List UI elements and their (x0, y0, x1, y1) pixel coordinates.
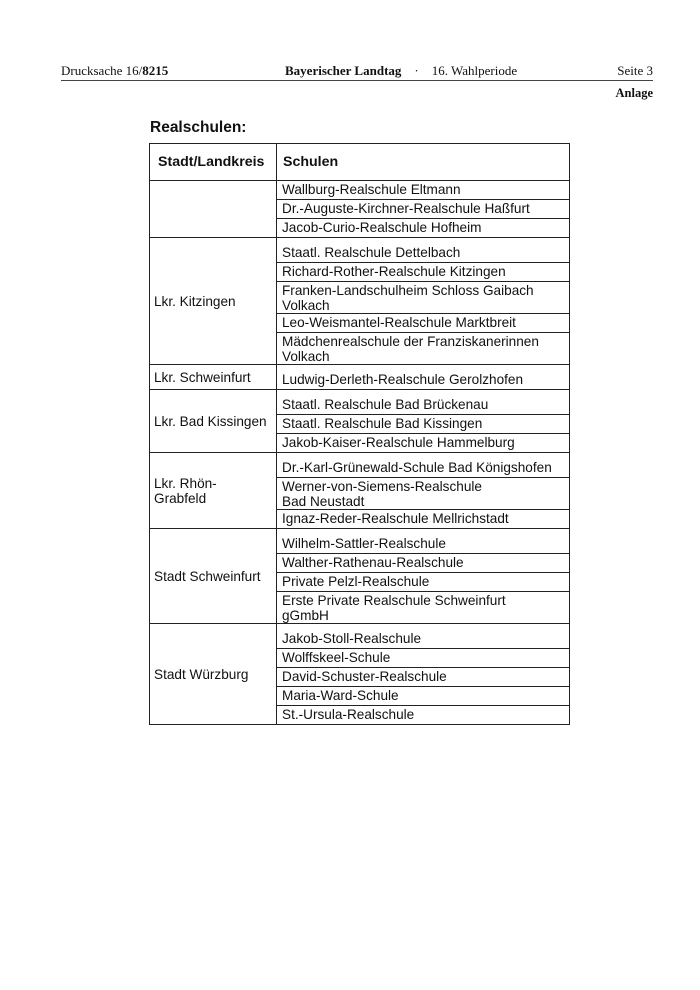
school-entry (277, 396, 569, 415)
school-entry (277, 535, 569, 554)
school-entry (277, 244, 569, 263)
school-name-continuation: Volkach (282, 298, 330, 313)
school-name: Jacob-Curio-Realschule Hofheim (282, 220, 482, 235)
district-cell (150, 529, 277, 623)
school-entry (277, 630, 569, 649)
school-name-continuation: Bad Neustadt (282, 494, 365, 509)
school-name-continuation: Volkach (282, 349, 330, 364)
school-entry (277, 706, 569, 724)
school-name: Ignaz-Reder-Realschule Mellrichstadt (282, 511, 509, 526)
district-name-line: Lkr. Bad Kissingen (154, 413, 267, 429)
school-name: Private Pelzl-Realschule (282, 574, 430, 589)
school-name: Dr.-Auguste-Kirchner-Realschule Haßfurt (282, 201, 530, 216)
school-entry (277, 219, 569, 237)
district-name (154, 370, 251, 385)
school-entry (277, 434, 569, 452)
district-name-line: Grabfeld (154, 490, 207, 506)
drucksache-reference (61, 63, 168, 79)
district-name (154, 569, 261, 584)
section-title: Realschulen: (150, 119, 247, 136)
school-name: Staatl. Realschule Bad Brückenau (282, 397, 489, 412)
school-entry (277, 371, 569, 389)
school-entry (277, 592, 569, 623)
school-name: Jakob-Kaiser-Realschule Hammelburg (282, 435, 515, 450)
district-cell (150, 181, 277, 237)
school-entry (277, 415, 569, 434)
school-name: Staatl. Realschule Bad Kissingen (282, 416, 483, 431)
district-group-row (150, 389, 569, 452)
page-number: Seite 3 (617, 63, 653, 78)
school-name: Ludwig-Derleth-Realschule Gerolzhofen (282, 372, 524, 387)
school-entry (277, 181, 569, 200)
school-name: Walther-Rathenau-Realschule (282, 555, 464, 570)
district-name-line: Lkr. Kitzingen (154, 293, 236, 309)
school-entry (277, 314, 569, 333)
school-entry (277, 459, 569, 478)
school-name: Richard-Rother-Realschule Kitzingen (282, 264, 506, 279)
schools-table (149, 143, 570, 725)
school-entry (277, 282, 569, 314)
table-header-row (150, 144, 569, 180)
school-entry (277, 510, 569, 528)
schools-cell (277, 529, 569, 623)
schools-cell (277, 238, 569, 364)
district-group-row (150, 452, 569, 528)
drucksache-label: Drucksache 16/ (61, 63, 143, 78)
school-entry (277, 333, 569, 364)
schools-cell (277, 624, 569, 724)
school-name: St.-Ursula-Realschule (282, 707, 415, 722)
district-group-row (150, 364, 569, 389)
district-name-line: Stadt Würzburg (154, 666, 249, 682)
school-name: Wolffskeel-Schule (282, 650, 391, 665)
district-cell (150, 365, 277, 389)
district-name-line: Lkr. Rhön- (154, 475, 217, 491)
school-entry (277, 687, 569, 706)
school-entry (277, 573, 569, 592)
school-name: Franken-Landschulheim Schloss Gaibach (282, 283, 534, 298)
anlage-label: Anlage (615, 86, 653, 100)
district-name-line: Stadt Schweinfurt (154, 568, 261, 584)
schools-cell (277, 390, 569, 452)
district-name (154, 294, 236, 309)
district-name (154, 476, 217, 506)
school-name: Erste Private Realschule Schweinfurt (282, 593, 506, 608)
district-group-row (150, 237, 569, 364)
school-entry (277, 200, 569, 219)
landtag-name: Bayerischer Landtag (285, 63, 402, 78)
school-name: Wallburg-Realschule Eltmann (282, 182, 461, 197)
school-name: Jakob-Stoll-Realschule (282, 631, 422, 646)
school-name: Maria-Ward-Schule (282, 688, 399, 703)
district-group-row (150, 180, 569, 237)
drucksache-number: 8215 (142, 63, 169, 78)
district-cell (150, 624, 277, 724)
parliament-info (285, 63, 517, 79)
school-entry (277, 263, 569, 282)
school-entry (277, 649, 569, 668)
school-name-continuation: gGmbH (282, 608, 329, 623)
district-group-row (150, 623, 569, 724)
school-name: Mädchenrealschule der Franziskanerinnen (282, 334, 539, 349)
school-entry (277, 478, 569, 510)
school-name: Leo-Weismantel-Realschule Marktbreit (282, 315, 516, 330)
wahlperiode: 16. Wahlperiode (431, 63, 518, 78)
schools-cell (277, 453, 569, 528)
school-name: Wilhelm-Sattler-Realschule (282, 536, 446, 551)
school-name: Staatl. Realschule Dettelbach (282, 245, 461, 260)
column-header-district: Stadt/Landkreis (150, 144, 277, 180)
school-name: David-Schuster-Realschule (282, 669, 447, 684)
schools-cell (277, 181, 569, 237)
district-name-line: Lkr. Schweinfurt (154, 369, 251, 385)
school-name: Werner-von-Siemens-Realschule (282, 479, 482, 494)
school-entry (277, 668, 569, 687)
district-name (154, 414, 267, 429)
school-name: Dr.-Karl-Grünewald-Schule Bad Königshofen (282, 460, 552, 475)
district-group-row (150, 528, 569, 623)
page-header (61, 62, 653, 81)
header-separator: · (414, 63, 419, 78)
district-cell (150, 238, 277, 364)
school-entry (277, 554, 569, 573)
schools-cell (277, 365, 569, 389)
district-cell (150, 453, 277, 528)
district-name (154, 667, 248, 682)
district-cell (150, 390, 277, 452)
column-header-schools: Schulen (283, 154, 339, 170)
